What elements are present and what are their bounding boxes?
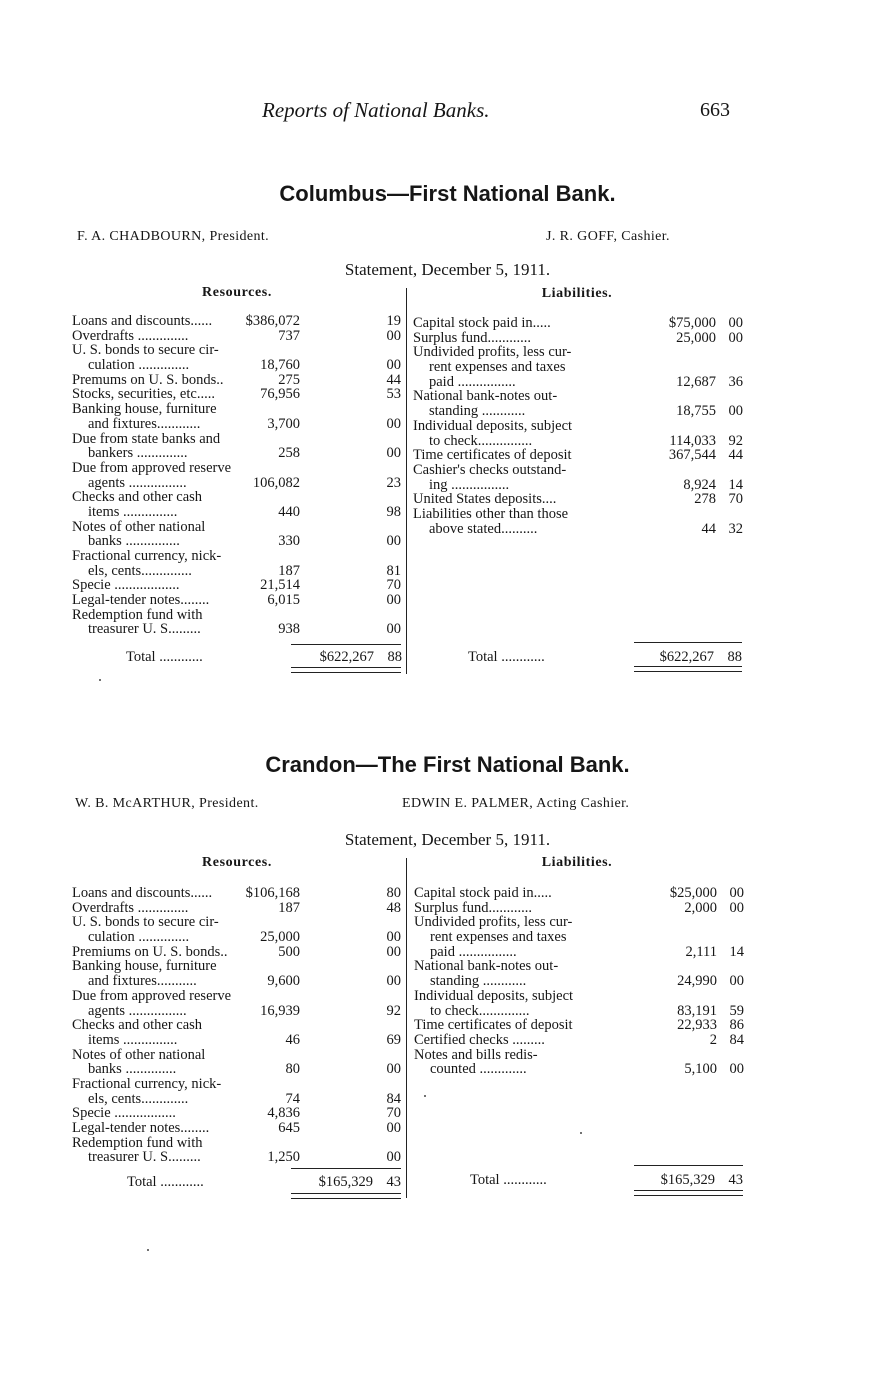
total-dollars: $622,267 <box>319 649 374 665</box>
ledger-item-label: Checks and other cash <box>72 489 203 506</box>
ledger-item-cents: 48 <box>386 899 401 916</box>
ledger-item-dollars: 16,939 <box>260 1002 300 1019</box>
total-double-rule <box>634 666 742 672</box>
ledger-item-label: Undivided profits, less cur- <box>413 344 572 361</box>
ledger-row <box>413 404 743 419</box>
ledger-row <box>72 1150 402 1165</box>
ledger-item-dollars: 4,836 <box>267 1105 300 1122</box>
ledger-row <box>72 446 402 461</box>
ledger-row <box>72 432 402 447</box>
ledger-item-label: Loans and discounts...... <box>72 313 213 329</box>
ledger-item-label: and fixtures............ <box>88 415 201 432</box>
ledger-item-cents: 00 <box>728 403 743 420</box>
running-title: Reports of National Banks. <box>262 98 490 122</box>
ledger-row <box>72 1077 402 1092</box>
ledger-row <box>413 345 743 360</box>
ledger-item-dollars: $386,072 <box>245 313 300 329</box>
ledger-item-label: Redemption fund with <box>72 606 203 623</box>
ledger-item-cents: 80 <box>386 885 401 901</box>
ledger-row <box>72 461 402 476</box>
ledger-item-cents: 00 <box>386 1120 401 1136</box>
ledger-item-cents: 14 <box>728 476 743 493</box>
ledger-row <box>413 331 743 346</box>
ledger-item-cents: 23 <box>386 474 401 491</box>
liabilities-heading: Liabilities. <box>541 855 613 870</box>
ledger-item-dollars: 8,924 <box>683 476 716 493</box>
ledger-item-cents: 00 <box>386 592 401 609</box>
print-speck <box>424 1095 426 1097</box>
ledger-item-label: culation .............. <box>88 357 190 374</box>
ledger-row <box>414 1048 744 1063</box>
ledger-item-label: Cashier's checks outstand- <box>413 461 567 478</box>
total-cents: 43 <box>386 1174 401 1190</box>
ledger-row <box>72 387 402 402</box>
ledger-item-label: Time certificates of deposit <box>414 1017 573 1034</box>
ledger-item-cents: 19 <box>386 313 401 329</box>
total-double-rule <box>291 667 401 673</box>
ledger-row <box>72 1048 402 1063</box>
total-rule <box>634 642 742 643</box>
print-speck <box>147 1249 149 1251</box>
ledger-item-dollars: 80 <box>285 1061 300 1078</box>
ledger-item-cents: 00 <box>386 533 401 550</box>
resources-heading: Resources. <box>202 285 272 300</box>
ledger-item-label: rent expenses and taxes <box>429 359 566 376</box>
ledger-row <box>72 1092 402 1107</box>
ledger-item-label: counted ............. <box>430 1061 527 1078</box>
ledger-row <box>72 945 402 960</box>
ledger-row <box>72 593 402 608</box>
ledger-item-label: Loans and discounts...... <box>72 885 213 901</box>
ledger-item-dollars: 44 <box>701 520 716 537</box>
ledger-item-dollars: 3,700 <box>267 415 300 432</box>
ledger-item-label: Due from approved reserve <box>72 987 232 1004</box>
ledger-row <box>72 622 402 637</box>
resources-heading: Resources. <box>202 855 272 870</box>
ledger-item-dollars: 106,082 <box>252 474 300 491</box>
ledger-row <box>413 522 743 537</box>
ledger-row <box>72 1004 402 1019</box>
ledger-row <box>72 578 402 593</box>
ledger-item-dollars: 5,100 <box>684 1061 717 1078</box>
ledger-row <box>72 402 402 417</box>
ledger-row <box>72 915 402 930</box>
ledger-item-label: Capital stock paid in..... <box>414 885 552 901</box>
ledger-item-label: Legal-tender notes........ <box>72 592 210 609</box>
ledger-item-cents: 92 <box>386 1002 401 1019</box>
ledger-row <box>72 549 402 564</box>
ledger-item-label: treasurer U. S......... <box>88 621 201 638</box>
ledger-row <box>72 564 402 579</box>
ledger-item-dollars: 24,990 <box>677 973 717 990</box>
ledger-item-cents: 84 <box>729 1031 744 1048</box>
ledger-item-cents: 14 <box>729 943 744 960</box>
total-double-rule <box>291 1193 401 1199</box>
ledger-row <box>72 505 402 520</box>
ledger-item-cents: 00 <box>386 621 401 638</box>
ledger-item-cents: 00 <box>386 1061 401 1078</box>
ledger-item-cents: 00 <box>729 899 744 916</box>
ledger-item-label: National bank-notes out- <box>413 388 558 405</box>
ledger-row <box>413 419 743 434</box>
ledger-item-label: Premums on U. S. bonds.. <box>72 371 224 388</box>
ledger-item-cents: 00 <box>386 445 401 462</box>
cashier-name: J. R. GOFF, Cashier. <box>546 229 670 244</box>
ledger-item-cents: 00 <box>386 973 401 990</box>
ledger-row <box>72 1018 402 1033</box>
ledger-item-dollars: 275 <box>278 371 300 388</box>
president-name: F. A. CHADBOURN, President. <box>77 229 270 244</box>
president-name: W. B. McARTHUR, President. <box>75 796 259 811</box>
ledger-row <box>72 1121 402 1136</box>
total-cents: 88 <box>387 649 402 665</box>
ledger-row <box>413 434 743 449</box>
ledger-item-cents: 81 <box>386 562 401 579</box>
ledger-row <box>414 1004 744 1019</box>
ledger-item-label: Legal-tender notes........ <box>72 1120 210 1136</box>
resources-list <box>72 886 402 1165</box>
ledger-item-label: paid ................ <box>430 943 517 960</box>
statement-date: Statement, December 5, 1911. <box>344 830 551 849</box>
ledger-item-label: Overdrafts .............. <box>72 327 189 344</box>
ledger-item-cents: 00 <box>729 973 744 990</box>
ledger-item-cents: 00 <box>386 327 401 344</box>
ledger-row <box>72 886 402 901</box>
ledger-item-dollars: 330 <box>278 533 300 550</box>
ledger-item-label: rent expenses and taxes <box>430 929 567 946</box>
ledger-row <box>72 1106 402 1121</box>
ledger-row <box>72 1062 402 1077</box>
ledger-row <box>72 417 402 432</box>
ledger-item-dollars: 114,033 <box>669 432 716 449</box>
ledger-item-label: Specie ................. <box>72 1105 176 1122</box>
ledger-row <box>414 989 744 1004</box>
ledger-item-cents: 00 <box>386 929 401 946</box>
ledger-item-label: banks ............... <box>88 533 180 550</box>
ledger-item-label: above stated.......... <box>429 520 538 537</box>
total-label: Total ............ <box>126 649 203 665</box>
ledger-item-dollars: 25,000 <box>676 329 716 346</box>
ledger-item-label: to check.............. <box>430 1002 530 1019</box>
ledger-row <box>414 901 744 916</box>
ledger-item-cents: 69 <box>386 1031 401 1048</box>
ledger-item-dollars: 1,250 <box>267 1149 300 1166</box>
ledger-item-dollars: 2,111 <box>685 943 717 960</box>
ledger-item-dollars: 187 <box>278 899 300 916</box>
ledger-item-cents: 00 <box>728 329 743 346</box>
total-dollars: $622,267 <box>659 649 714 665</box>
ledger-item-label: Fractional currency, nick- <box>72 1075 222 1092</box>
ledger-item-cents: 44 <box>386 371 401 388</box>
liabilities-heading: Liabilities. <box>541 286 613 301</box>
ledger-row <box>413 389 743 404</box>
statement-date: Statement, December 5, 1911. <box>344 260 551 279</box>
ledger-item-dollars: 258 <box>278 445 300 462</box>
ledger-item-label: Checks and other cash <box>72 1017 203 1034</box>
ledger-row <box>72 608 402 623</box>
ledger-row <box>413 463 743 478</box>
ledger-item-cents: 00 <box>386 415 401 432</box>
ledger-row <box>414 1062 744 1077</box>
ledger-item-dollars: 2 <box>709 1031 717 1048</box>
ledger-row <box>413 478 743 493</box>
liabilities-list <box>413 316 743 536</box>
ledger-item-dollars: 9,600 <box>267 973 300 990</box>
ledger-item-label: agents ................ <box>88 474 187 491</box>
ledger-item-cents: 36 <box>728 373 743 390</box>
ledger-item-dollars: 938 <box>278 621 300 638</box>
total-cents: 88 <box>727 649 742 665</box>
ledger-row <box>72 1136 402 1151</box>
ledger-row <box>72 930 402 945</box>
ledger-item-label: Surplus fund............ <box>414 899 533 916</box>
ledger-item-cents: 00 <box>729 1061 744 1078</box>
ledger-item-cents: 00 <box>386 1149 401 1166</box>
ledger-item-label: Liabilities other than those <box>413 505 569 522</box>
ledger-item-label: Premiums on U. S. bonds.. <box>72 943 228 960</box>
ledger-item-label: ing ................ <box>429 476 510 493</box>
ledger-item-label: els, cents.............. <box>88 562 192 579</box>
ledger-item-dollars: $106,168 <box>245 885 300 901</box>
ledger-row <box>414 959 744 974</box>
ledger-item-cents: 98 <box>386 503 401 520</box>
ledger-item-label: treasurer U. S......... <box>88 1149 201 1166</box>
ledger-item-label: Individual deposits, subject <box>413 417 573 434</box>
ledger-item-label: Notes of other national <box>72 1046 206 1063</box>
total-double-rule <box>634 1190 743 1196</box>
ledger-item-cents: 59 <box>729 1002 744 1019</box>
ledger-item-cents: 70 <box>386 577 401 594</box>
ledger-item-label: Undivided profits, less cur- <box>414 914 573 931</box>
page-number: 663 <box>700 99 730 121</box>
total-label: Total ............ <box>468 649 545 665</box>
ledger-item-label: standing ............ <box>429 403 526 420</box>
ledger-item-dollars: 12,687 <box>676 373 716 390</box>
ledger-item-dollars: 25,000 <box>260 929 300 946</box>
ledger-row <box>72 343 402 358</box>
ledger-row <box>72 490 402 505</box>
ledger-item-label: items ............... <box>88 1031 178 1048</box>
ledger-item-dollars: 22,933 <box>677 1017 717 1034</box>
ledger-item-dollars: 645 <box>278 1120 300 1136</box>
ledger-item-label: banks .............. <box>88 1061 177 1078</box>
ledger-item-cents: 70 <box>728 491 743 508</box>
ledger-item-label: Notes of other national <box>72 518 206 535</box>
ledger-row <box>72 314 402 329</box>
ledger-item-dollars: 187 <box>278 562 300 579</box>
bank-title: Columbus—First National Bank. <box>279 181 616 206</box>
ledger-item-dollars: 500 <box>278 943 300 960</box>
ledger-item-cents: 00 <box>729 885 744 901</box>
ledger-item-label: culation .............. <box>88 929 190 946</box>
ledger-item-label: Surplus fund............ <box>413 329 532 346</box>
ledger-item-cents: 00 <box>386 943 401 960</box>
ledger-row <box>72 1033 402 1048</box>
total-cents: 43 <box>728 1172 743 1188</box>
ledger-item-dollars: 76,956 <box>260 386 300 403</box>
ledger-item-label: items ............... <box>88 503 178 520</box>
total-rule <box>634 1165 743 1166</box>
ledger-item-cents: 53 <box>386 386 401 403</box>
ledger-item-dollars: 18,760 <box>260 357 300 374</box>
ledger-item-label: U. S. bonds to secure cir- <box>72 342 219 359</box>
ledger-item-label: Individual deposits, subject <box>414 987 574 1004</box>
cashier-name: EDWIN E. PALMER, Acting Cashier. <box>402 796 630 811</box>
resources-list <box>72 314 402 637</box>
ledger-row <box>72 520 402 535</box>
column-divider <box>406 288 407 674</box>
ledger-item-dollars: 74 <box>285 1090 300 1107</box>
ledger-row <box>414 974 744 989</box>
column-divider <box>406 858 407 1198</box>
ledger-row <box>414 886 744 901</box>
ledger-item-dollars: 278 <box>694 491 716 508</box>
ledger-row <box>72 989 402 1004</box>
total-label: Total ............ <box>127 1174 204 1190</box>
total-rule <box>291 1168 401 1169</box>
ledger-item-label: Due from approved reserve <box>72 459 232 476</box>
ledger-item-cents: 70 <box>386 1105 401 1122</box>
ledger-row <box>413 316 743 331</box>
total-rule <box>291 644 401 645</box>
ledger-item-cents: 00 <box>728 315 743 331</box>
ledger-item-cents: 84 <box>386 1090 401 1107</box>
ledger-item-dollars: 737 <box>278 327 300 344</box>
ledger-item-label: Specie .................. <box>72 577 180 594</box>
print-speck <box>580 1132 582 1134</box>
ledger-row <box>72 534 402 549</box>
ledger-row <box>413 507 743 522</box>
ledger-row <box>414 1033 744 1048</box>
total-label: Total ............ <box>470 1172 547 1188</box>
ledger-row <box>414 930 744 945</box>
ledger-item-label: Time certificates of deposit <box>413 447 572 464</box>
ledger-item-label: Notes and bills redis- <box>414 1046 538 1063</box>
ledger-item-label: Stocks, securities, etc..... <box>72 386 215 403</box>
ledger-item-cents: 44 <box>728 447 743 464</box>
ledger-item-label: National bank-notes out- <box>414 958 559 975</box>
ledger-item-label: Due from state banks and <box>72 430 221 447</box>
ledger-item-dollars: 18,755 <box>676 403 716 420</box>
ledger-row <box>414 945 744 960</box>
ledger-item-label: to check............... <box>429 432 533 449</box>
total-dollars: $165,329 <box>318 1174 373 1190</box>
ledger-row <box>413 360 743 375</box>
ledger-item-dollars: 83,191 <box>677 1002 717 1019</box>
ledger-item-cents: 32 <box>728 520 743 537</box>
ledger-row <box>72 476 402 491</box>
ledger-item-label: Redemption fund with <box>72 1134 203 1151</box>
ledger-item-cents: 00 <box>386 357 401 374</box>
ledger-item-dollars: 367,544 <box>668 447 716 464</box>
ledger-row <box>72 959 402 974</box>
bank-title: Crandon—The First National Bank. <box>265 752 630 777</box>
ledger-item-label: agents ................ <box>88 1002 187 1019</box>
ledger-item-label: Overdrafts .............. <box>72 899 189 916</box>
ledger-item-label: paid ................ <box>429 373 516 390</box>
total-dollars: $165,329 <box>660 1172 715 1188</box>
ledger-row <box>414 1018 744 1033</box>
ledger-item-dollars: 6,015 <box>267 592 300 609</box>
print-speck <box>99 679 101 681</box>
ledger-row <box>72 373 402 388</box>
ledger-row <box>414 915 744 930</box>
ledger-item-label: United States deposits.... <box>413 491 557 508</box>
ledger-item-cents: 86 <box>729 1017 744 1034</box>
ledger-item-dollars: $75,000 <box>668 315 716 331</box>
ledger-item-dollars: 440 <box>278 503 300 520</box>
ledger-item-dollars: 46 <box>285 1031 300 1048</box>
ledger-item-label: Capital stock paid in..... <box>413 315 551 331</box>
ledger-row <box>72 974 402 989</box>
ledger-row <box>413 448 743 463</box>
ledger-row <box>72 358 402 373</box>
ledger-row <box>72 329 402 344</box>
ledger-item-label: Banking house, furniture <box>72 958 217 975</box>
ledger-row <box>413 375 743 390</box>
ledger-item-dollars: $25,000 <box>669 885 717 901</box>
ledger-item-label: standing ............ <box>430 973 527 990</box>
ledger-item-dollars: 21,514 <box>260 577 300 594</box>
ledger-row <box>413 492 743 507</box>
ledger-item-label: Fractional currency, nick- <box>72 548 222 564</box>
ledger-item-label: U. S. bonds to secure cir- <box>72 914 219 931</box>
ledger-item-label: els, cents............. <box>88 1090 189 1107</box>
liabilities-list <box>414 886 744 1077</box>
ledger-item-label: bankers .............. <box>88 445 188 462</box>
ledger-item-cents: 92 <box>728 432 743 449</box>
ledger-item-dollars: 2,000 <box>684 899 717 916</box>
ledger-item-label: and fixtures........... <box>88 973 197 990</box>
ledger-row <box>72 901 402 916</box>
ledger-item-label: Banking house, furniture <box>72 401 217 418</box>
ledger-item-label: Certified checks ......... <box>414 1031 545 1048</box>
